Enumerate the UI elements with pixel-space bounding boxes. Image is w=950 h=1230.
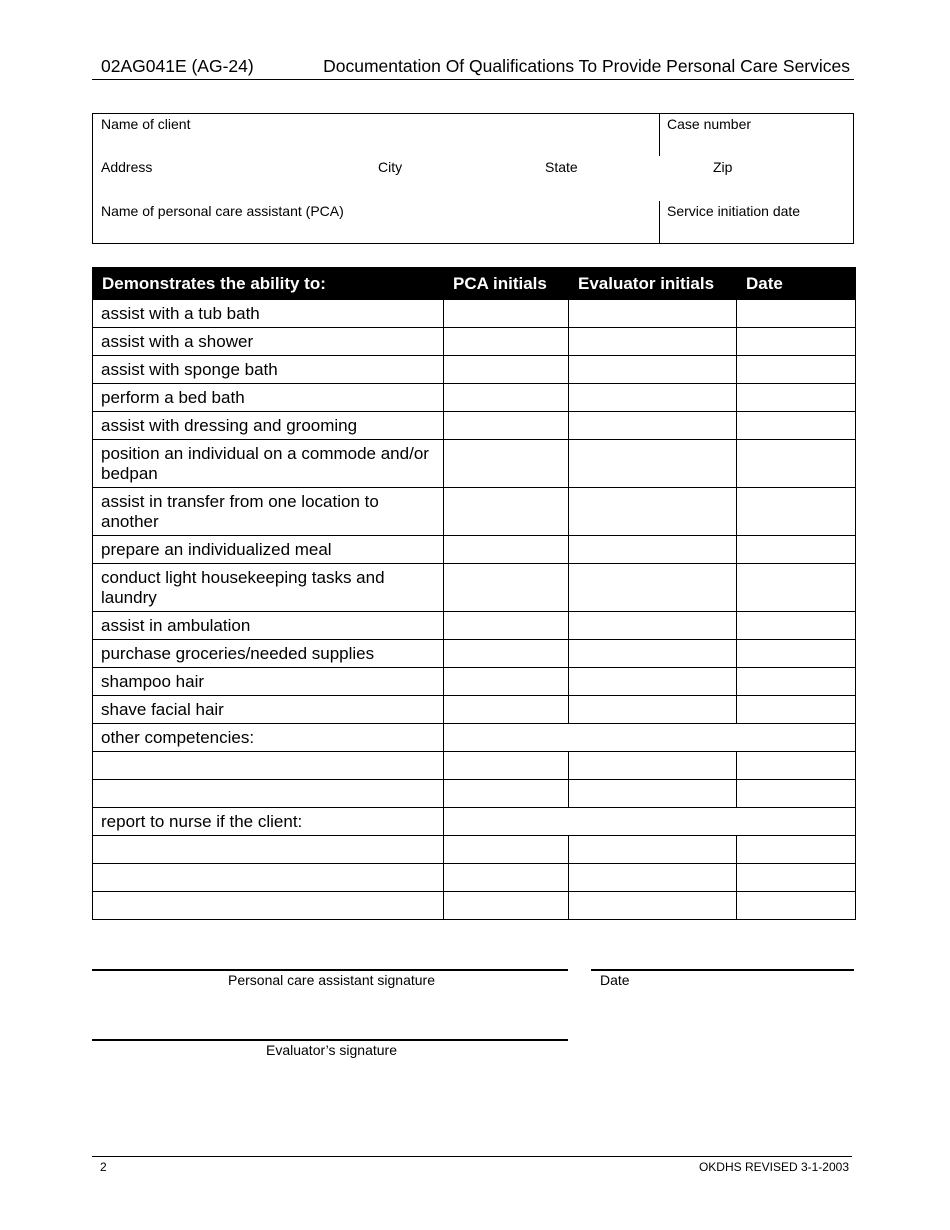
evaluator-initials-cell[interactable]	[569, 668, 737, 696]
evaluator-initials-cell[interactable]	[569, 384, 737, 412]
other-competencies-merged-cell[interactable]	[444, 724, 856, 752]
ability-label: conduct light housekeeping tasks and laundry	[93, 564, 444, 612]
pca-initials-cell[interactable]	[444, 864, 569, 892]
date-cell[interactable]	[737, 640, 856, 668]
date-cell[interactable]	[737, 696, 856, 724]
evaluator-initials-cell[interactable]	[569, 640, 737, 668]
table-row	[93, 564, 856, 612]
table-row	[93, 536, 856, 564]
report-to-nurse-row	[93, 808, 856, 836]
other-competency-entry[interactable]	[93, 752, 444, 780]
evaluator-initials-cell[interactable]	[569, 300, 737, 328]
evaluator-initials-cell[interactable]	[569, 836, 737, 864]
date-cell[interactable]	[737, 836, 856, 864]
pca-initials-cell[interactable]	[444, 384, 569, 412]
ability-label: shave facial hair	[93, 696, 444, 724]
pca-initials-cell[interactable]	[444, 440, 569, 488]
table-row	[93, 892, 856, 920]
header-ability: Demonstrates the ability to:	[93, 268, 444, 300]
evaluator-initials-cell[interactable]	[569, 780, 737, 808]
table-row	[93, 696, 856, 724]
date-cell[interactable]	[737, 356, 856, 384]
evaluator-initials-cell[interactable]	[569, 864, 737, 892]
date-cell[interactable]	[737, 300, 856, 328]
report-condition-entry[interactable]	[93, 836, 444, 864]
table-row	[93, 300, 856, 328]
service-initiation-date-field[interactable]: Service initiation date	[667, 203, 801, 219]
header-pca-initials: PCA initials	[444, 268, 569, 300]
table-row	[93, 488, 856, 536]
info-divider-bottom	[659, 201, 660, 244]
evaluator-initials-cell[interactable]	[569, 752, 737, 780]
date-cell[interactable]	[737, 328, 856, 356]
report-condition-entry[interactable]	[93, 864, 444, 892]
ability-label: assist with a shower	[93, 328, 444, 356]
pca-initials-cell[interactable]	[444, 612, 569, 640]
report-condition-entry[interactable]	[93, 892, 444, 920]
pca-signature-line[interactable]	[92, 969, 568, 971]
page-number: 2	[100, 1160, 107, 1174]
pca-initials-cell[interactable]	[444, 696, 569, 724]
date-cell[interactable]	[737, 488, 856, 536]
table-row	[93, 384, 856, 412]
date-cell[interactable]	[737, 384, 856, 412]
table-row	[93, 780, 856, 808]
pca-initials-cell[interactable]	[444, 536, 569, 564]
evaluator-initials-cell[interactable]	[569, 696, 737, 724]
form-code: 02AG041E (AG-24)	[101, 56, 254, 76]
competency-table	[92, 267, 856, 920]
pca-initials-cell[interactable]	[444, 300, 569, 328]
table-row	[93, 356, 856, 384]
table-row	[93, 612, 856, 640]
table-row	[93, 328, 856, 356]
table-row	[93, 668, 856, 696]
evaluator-initials-cell[interactable]	[569, 412, 737, 440]
date-cell[interactable]	[737, 564, 856, 612]
date-cell[interactable]	[737, 864, 856, 892]
evaluator-initials-cell[interactable]	[569, 328, 737, 356]
evaluator-initials-cell[interactable]	[569, 356, 737, 384]
pca-initials-cell[interactable]	[444, 752, 569, 780]
ability-label: assist with a tub bath	[93, 300, 444, 328]
ability-label: assist in ambulation	[93, 612, 444, 640]
ability-label: position an individual on a commode and/or bedpan	[93, 440, 444, 488]
state-field[interactable]: State	[545, 159, 578, 175]
case-number-field[interactable]: Case number	[667, 116, 752, 132]
date-signature-label: Date	[600, 972, 630, 988]
ability-label: assist with sponge bath	[93, 356, 444, 384]
ability-label: purchase groceries/needed supplies	[93, 640, 444, 668]
pca-initials-cell[interactable]	[444, 412, 569, 440]
header-rule	[92, 79, 854, 80]
evaluator-signature-label: Evaluator’s signature	[266, 1042, 398, 1058]
other-competencies-row	[93, 724, 856, 752]
table-row	[93, 836, 856, 864]
pca-initials-cell[interactable]	[444, 668, 569, 696]
revision-note: OKDHS REVISED 3-1-2003	[698, 1160, 849, 1174]
date-signature-line[interactable]	[591, 969, 854, 971]
evaluator-initials-cell[interactable]	[569, 564, 737, 612]
date-cell[interactable]	[737, 892, 856, 920]
pca-initials-cell[interactable]	[444, 488, 569, 536]
header-evaluator-initials: Evaluator initials	[569, 268, 737, 300]
table-row	[93, 640, 856, 668]
name-of-client-field[interactable]: Name of client	[101, 116, 191, 132]
date-cell[interactable]	[737, 440, 856, 488]
evaluator-initials-cell[interactable]	[569, 892, 737, 920]
report-to-nurse-merged-cell[interactable]	[444, 808, 856, 836]
date-cell[interactable]	[737, 536, 856, 564]
table-row	[93, 412, 856, 440]
ability-label: assist with dressing and grooming	[93, 412, 444, 440]
pca-initials-cell[interactable]	[444, 640, 569, 668]
pca-initials-cell[interactable]	[444, 356, 569, 384]
evaluator-signature-line[interactable]	[92, 1039, 568, 1041]
city-field[interactable]: City	[378, 159, 403, 175]
date-cell[interactable]	[737, 668, 856, 696]
date-cell[interactable]	[737, 752, 856, 780]
footer-rule	[92, 1156, 852, 1157]
table-row	[93, 440, 856, 488]
info-divider-top	[659, 114, 660, 156]
pca-initials-cell[interactable]	[444, 836, 569, 864]
evaluator-initials-cell[interactable]	[569, 488, 737, 536]
zip-field[interactable]: Zip	[713, 159, 733, 175]
pca-initials-cell[interactable]	[444, 780, 569, 808]
header-date: Date	[737, 268, 856, 300]
evaluator-initials-cell[interactable]	[569, 536, 737, 564]
client-info-box	[92, 113, 854, 244]
ability-label: prepare an individualized meal	[93, 536, 444, 564]
other-competencies-label: other competencies:	[93, 724, 444, 752]
pca-initials-cell[interactable]	[444, 564, 569, 612]
ability-label: shampoo hair	[93, 668, 444, 696]
date-cell[interactable]	[737, 612, 856, 640]
pca-signature-label: Personal care assistant signature	[228, 972, 435, 988]
pca-name-field[interactable]: Name of personal care assistant (PCA)	[101, 203, 344, 219]
date-cell[interactable]	[737, 412, 856, 440]
evaluator-initials-cell[interactable]	[569, 440, 737, 488]
report-to-nurse-label: report to nurse if the client:	[93, 808, 444, 836]
table-row	[93, 864, 856, 892]
table-header-row	[93, 268, 856, 300]
evaluator-initials-cell[interactable]	[569, 612, 737, 640]
pca-initials-cell[interactable]	[444, 892, 569, 920]
other-competency-entry[interactable]	[93, 780, 444, 808]
ability-label: perform a bed bath	[93, 384, 444, 412]
table-row	[93, 752, 856, 780]
ability-label: assist in transfer from one location to another	[93, 488, 444, 536]
address-field[interactable]: Address	[101, 159, 153, 175]
form-title: Documentation Of Qualifications To Provide Personal Care Services	[323, 56, 850, 76]
date-cell[interactable]	[737, 780, 856, 808]
pca-initials-cell[interactable]	[444, 328, 569, 356]
